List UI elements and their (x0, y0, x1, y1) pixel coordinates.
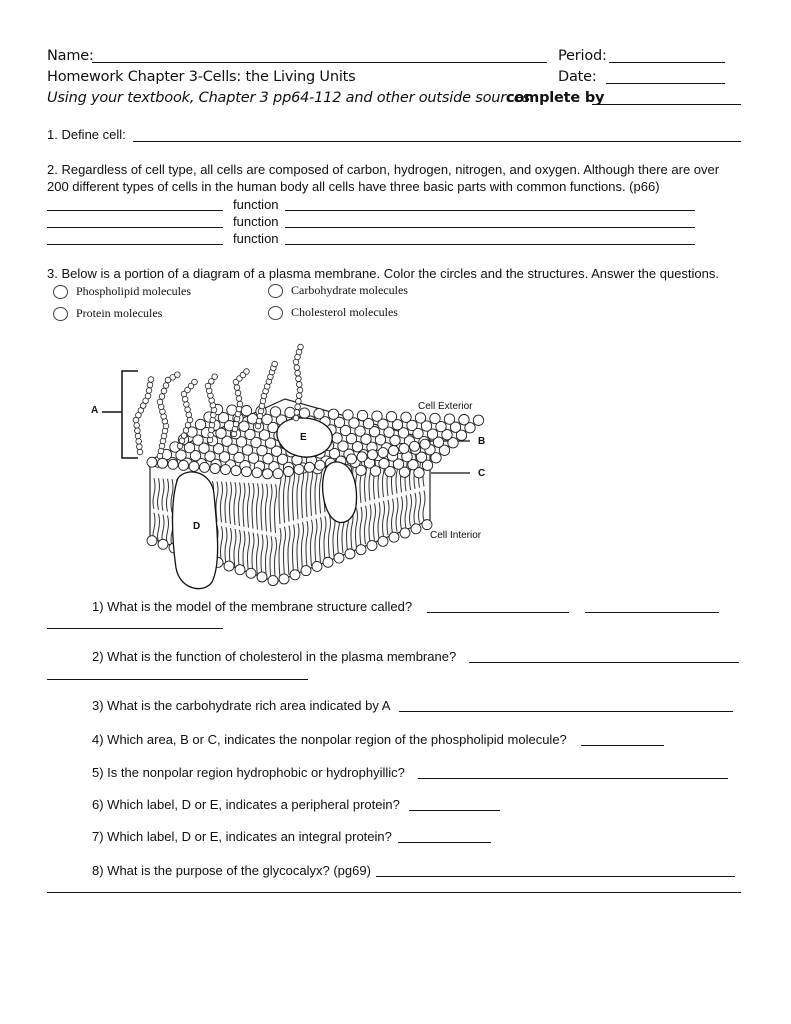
q2-prompt-line1: 2. Regardless of cell type, all cells are composed of carbon, hydrogen, nitrogen, and oxygen. Although there are over (47, 162, 720, 177)
answer-5[interactable] (418, 778, 728, 779)
question-3: 3) What is the carbohydrate rich area indicated by A (92, 698, 391, 713)
question-7: 7) Which label, D or E, indicates an integral protein? (92, 829, 392, 844)
answer-2b[interactable] (47, 679, 308, 680)
question-2: 2) What is the function of cholesterol in the plasma membrane? (92, 649, 457, 664)
answer-1c[interactable] (47, 628, 223, 629)
answer-2a[interactable] (469, 662, 739, 663)
function-label-3: function (233, 231, 279, 246)
legend-carbohydrate: Carbohydrate molecules (291, 283, 408, 297)
page-title: Homework Chapter 3-Cells: the Living Units (47, 69, 356, 85)
answer-6[interactable] (409, 810, 500, 811)
legend-protein: Protein molecules (76, 306, 163, 320)
answer-1b[interactable] (585, 612, 719, 613)
answer-7[interactable] (398, 842, 491, 843)
glycocalyx-bracket (102, 371, 138, 458)
question-6: 6) Which label, D or E, indicates a peripheral protein? (92, 797, 400, 812)
q3-prompt: 3. Below is a portion of a diagram of a plasma membrane. Color the circles and the structures. Answer the questions. (47, 266, 720, 281)
question-5: 5) Is the nonpolar region hydrophobic or hydrophyillic? (92, 765, 405, 780)
legend-cholesterol: Cholesterol molecules (291, 305, 398, 319)
q1-prompt: 1. Define cell: (47, 127, 126, 142)
label-e: E (300, 432, 307, 443)
q2-prompt-line2: 200 different types of cells in the human body all cells have three basic parts with common functions. (p66) (47, 179, 660, 194)
question-1: 1) What is the model of the membrane structure called? (92, 599, 413, 614)
question-8: 8) What is the purpose of the glycocalyx? (pg69) (92, 863, 371, 878)
answer-8b[interactable] (47, 892, 741, 893)
question-4: 4) Which area, B or C, indicates the nonpolar region of the phospholipid molecule? (92, 732, 567, 747)
cell-exterior-label: Cell Exterior (418, 401, 473, 412)
cell-interior-label: Cell Interior (430, 530, 482, 541)
answer-1a[interactable] (427, 612, 569, 613)
label-c: C (478, 468, 486, 479)
label-a: A (91, 405, 99, 416)
complete-by-label: complete by (506, 90, 605, 106)
answer-3[interactable] (399, 711, 733, 712)
name-label: Name: (47, 48, 94, 64)
function-label-2: function (233, 214, 279, 229)
function-label-1: function (233, 197, 279, 212)
label-d: D (193, 521, 201, 532)
period-label: Period: (558, 48, 607, 64)
answer-4[interactable] (581, 745, 664, 746)
answer-8a[interactable] (376, 876, 735, 877)
label-b: B (478, 436, 486, 447)
instructions: Using your textbook, Chapter 3 pp64-112 and other outside sources. (47, 90, 535, 106)
date-label: Date: (558, 69, 597, 85)
legend-phospholipid: Phospholipid molecules (76, 284, 191, 298)
